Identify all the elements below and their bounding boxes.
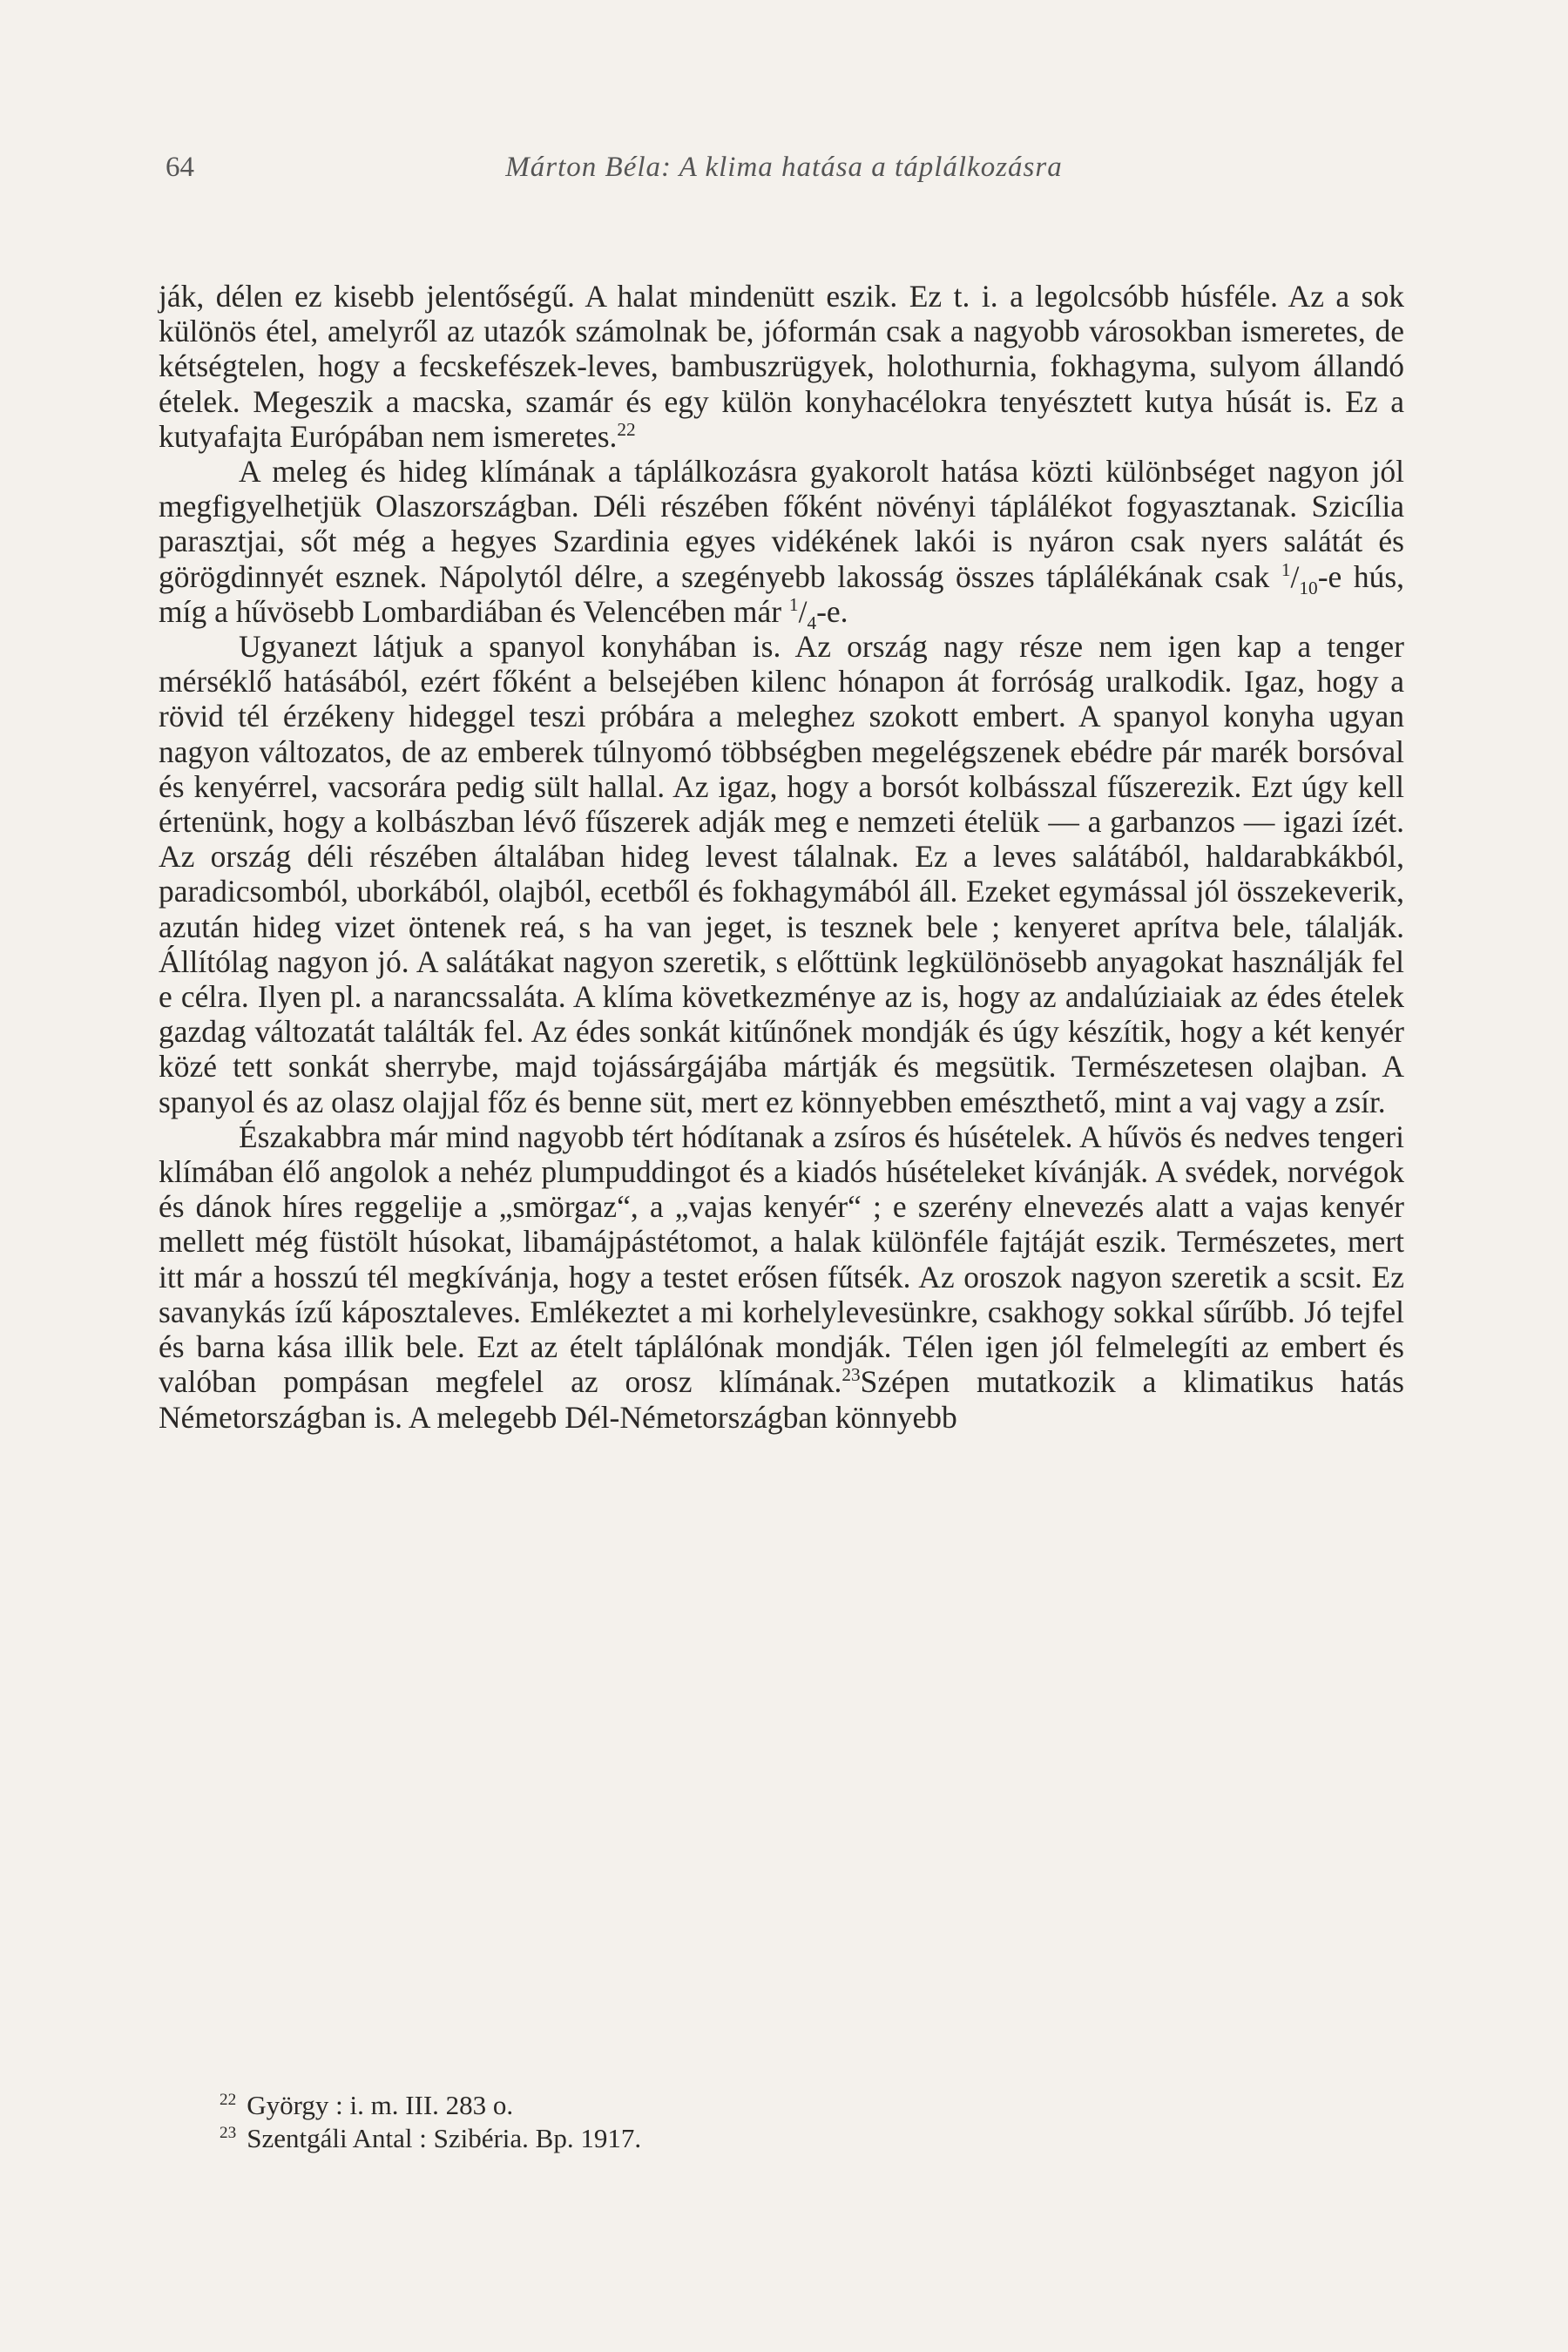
page-header bbox=[166, 152, 1402, 186]
paragraph-text: A meleg és hideg klímának a táplálkozásra gyakorolt hatása közti különbséget nagyon jól megfigyelhetjük Olaszországban. Déli részében főként növényi táplálékot fogyasztanak. Szicília parasztjai, sőt még a hegyes Szardinia egyes vidékének lakói is nyáron csak nyers salátát és görögdinnyét esznek. Nápolytól délre, a szegényebb lakosság összes táplálékának csak bbox=[159, 454, 1404, 594]
footnote-23 bbox=[220, 2122, 1352, 2155]
paragraph-text: Szépen mutatkozik a klimatikus hatás Németországban is. A melegebb Dél-Németországban könnyebb bbox=[159, 1364, 1404, 1435]
paragraph-text: -e hús, míg a hűvösebb Lombardiában és Velencében már bbox=[159, 558, 1405, 629]
footnote-mark: 22 bbox=[220, 2090, 237, 2109]
body-text bbox=[159, 279, 1404, 1435]
footnote-text: György : i. m. III. 283 o. bbox=[247, 2090, 514, 2120]
fraction-numerator: 1 bbox=[788, 594, 799, 615]
paragraph-3 bbox=[159, 629, 1404, 1119]
paragraph-2 bbox=[159, 454, 1405, 633]
fraction-denominator: 4 bbox=[807, 612, 817, 633]
paragraph-text: Északabbra már mind nagyobb tért hódítanak a zsíros és húsételek. A hűvös és nedves tengeri klímában élő angolok a nehéz plumpuddingot és a kiadós húsételeket kívánják. A svédek, norvégok és dánok híres reggelije a „smörgaz“, a „vajas kenyér“ ; e szerény elnevezés alatt a vajas kenyér mellett még füstölt húsokat, libamájpástétomot, a halak különféle fajtáját eszik. Természetes, mert itt már a hosszú tél megkívánja, hogy a testet erősen fűtsék. Az oroszok nagyon szeretik a scsit. Ez savanykás ízű káposztaleves. Emlékeztet a mi korhelylevesünkre, csakhogy sokkal sűrűbb. Jó tejfel és barna kása illik bele. Ezt az ételt táplálónak mondják. Télen igen jól felmelegíti az embert és valóban pompásan megfelel az orosz klímának. bbox=[159, 1119, 1404, 1400]
footnote-ref-22: 22 bbox=[617, 418, 636, 440]
running-title: Márton Béla: A klima hatása a táplálkozásra bbox=[505, 152, 1063, 183]
footnote-22 bbox=[220, 2089, 1352, 2122]
paragraph-1 bbox=[159, 279, 1404, 454]
fraction-one-tenth: $^1/_{10}$ bbox=[1281, 558, 1318, 598]
footnote-ref-23: 23 bbox=[841, 1364, 861, 1386]
footnotes bbox=[220, 2089, 1352, 2155]
paragraph-4 bbox=[159, 1119, 1404, 1435]
fraction-denominator: 10 bbox=[1299, 577, 1318, 598]
footnote-mark: 23 bbox=[220, 2123, 237, 2142]
fraction-numerator: 1 bbox=[1281, 558, 1291, 580]
page-number: 64 bbox=[166, 152, 194, 183]
paragraph-text: Ugyanezt látjuk a spanyol konyhában is. Az ország nagy része nem igen kap a tenger mérséklő hatásából, ezért főként a belsejében kilenc hónapon át forróság uralkodik. Igaz, hogy a rövid tél érzékeny hideggel teszi próbára a meleghez szokott embert. A spanyol konyha ugyan nagyon változatos, de az emberek túlnyomó többségben megelégszenek ebédre pár marék borsóval és kenyérrel, vacsorára pedig sült hallal. Az igaz, hogy a borsót kolbásszal fűszerezik. Ezt úgy kell értenünk, hogy a kolbászban lévő fűszerek adják meg e nemzeti ételük — a garbanzos — igazi ízét. Az ország déli részében általában hideg levest tálalnak. Ez a leves salátából, haldarabkákból, paradicsomból, uborkából, olajból, ecetből és fokhagymából áll. Ezeket egymással jól összekeverik, azután hideg vizet öntenek reá, s ha van jeget, is tesznek bele ; kenyeret aprítva bele, tálalják. Állítólag nagyon jó. A salátákat nagyon szeretik, s előttünk legkülönösebb anyagokat használják fel e célra. Ilyen pl. a narancssaláta. A klíma következménye az is, hogy az andalúziaiak az édes ételek gazdag változatát találták fel. Az édes sonkát kitűnőnek mondják és úgy készítik, hogy a két kenyér közé tett sonkát sherrybe, majd tojássárgájába mártják és megsütik. Természetesen olajban. A spanyol és az olasz olajjal főz és benne süt, mert ez könnyebben emészthető, mint a vaj vagy a zsír. bbox=[159, 629, 1404, 1119]
footnote-text: Szentgáli Antal : Szibéria. Bp. 1917. bbox=[247, 2123, 642, 2153]
paragraph-text: ják, délen ez kisebb jelentőségű. A halat mindenütt eszik. Ez t. i. a legolcsóbb húsféle. Az a sok különös étel, amelyről az utazók számolnak be, jóformán csak a nagyobb városokban ismeretes, de kétségtelen, hogy a fecskefészek-leves, bambuszrügyek, holothurnia, fokhagyma, sulyom állandó ételek. Megeszik a macska, szamár és egy külön konyhacélokra tenyésztett kutya húsát is. Ez a kutyafajta Európában nem ismeretes. bbox=[159, 279, 1404, 454]
paragraph-text: -e. bbox=[816, 593, 848, 629]
fraction-one-quarter: $^1/_4$ bbox=[788, 593, 817, 633]
